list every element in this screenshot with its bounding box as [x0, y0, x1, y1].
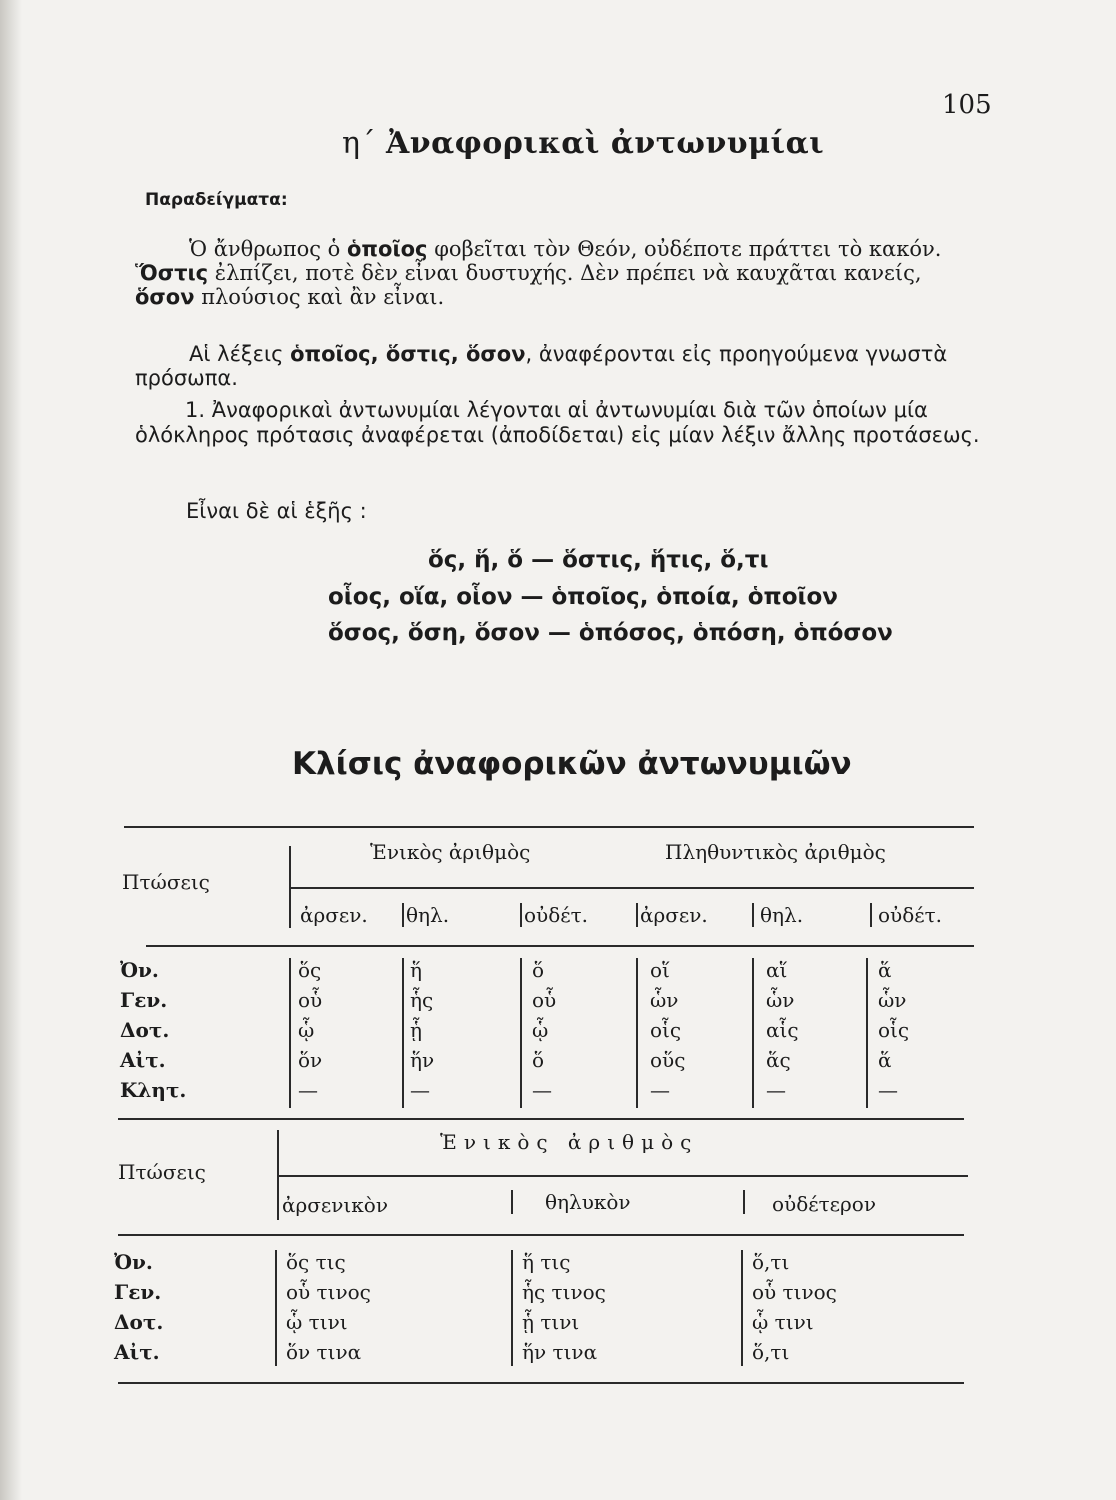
- table2-cell: ᾧ τινι: [752, 1310, 814, 1334]
- table2-case-label: Γεν.: [114, 1280, 162, 1304]
- table2-bottom-rule: [118, 1382, 964, 1384]
- table1-cell: ἥ: [410, 958, 422, 982]
- table1-vbar: [289, 846, 291, 928]
- forms-line-2: οἷος, οἵα, οἷον — ὁποῖος, ὁποία, ὁποῖον: [328, 584, 838, 610]
- table1-gender-header: οὐδέτ.: [878, 903, 943, 927]
- table1-cell: οἵ: [650, 958, 670, 982]
- table2-case-label: Ὀν.: [114, 1250, 153, 1274]
- table1-vbar: [520, 903, 522, 927]
- table2-cell: ὅν τινα: [286, 1340, 362, 1364]
- table1-cell: —: [298, 1078, 318, 1102]
- table1-vbar: [402, 958, 404, 1108]
- table2-cell: ἥν τινα: [522, 1340, 598, 1364]
- table2-cases-header: Πτώσεις: [118, 1160, 206, 1184]
- table2-vbar: [741, 1250, 743, 1366]
- page-edge-shadow: [0, 0, 22, 1500]
- table1-gender-header: ἀρσεν.: [300, 903, 368, 927]
- table1-cell: ὧν: [878, 988, 907, 1012]
- table1-cell: αἷς: [766, 1018, 799, 1042]
- table1-cell: —: [532, 1078, 552, 1102]
- table1-cell: οἷς: [650, 1018, 682, 1042]
- table1-cell: —: [878, 1078, 898, 1102]
- table2-cell: ἥ τις: [522, 1250, 571, 1274]
- section-number: η΄: [342, 126, 376, 161]
- table1-plural-header: Πληθυντικὸς ἀριθμὸς: [665, 840, 886, 864]
- table2-vbar: [743, 1190, 745, 1214]
- table2-gender-rule: [118, 1234, 964, 1236]
- table2-header-rule: [278, 1175, 968, 1177]
- table1-cell: ᾧ: [532, 1018, 549, 1042]
- table2-gender-header: θηλυκὸν: [545, 1190, 631, 1214]
- table1-vbar: [752, 958, 754, 1108]
- table2-case-label: Αἰτ.: [114, 1340, 160, 1364]
- table1-top-rule: [124, 826, 974, 828]
- table2-cell: ᾗ τινι: [522, 1310, 580, 1334]
- table2-gender-header: ἀρσενικὸν: [282, 1193, 388, 1217]
- rule-paragraph: [135, 398, 1005, 448]
- table1-cell: οἷς: [878, 1018, 910, 1042]
- table1-vbar: [402, 903, 404, 927]
- table1-vbar: [866, 958, 868, 1108]
- page-number: 105: [942, 90, 992, 120]
- table1-cell: οὗ: [532, 988, 557, 1012]
- table2-vbar: [511, 1190, 513, 1214]
- examples-label: Παραδείγματα:: [145, 190, 288, 210]
- table1-gender-header: ἀρσεν.: [640, 903, 708, 927]
- table2-cell: ὅ,τι: [752, 1250, 790, 1274]
- table2-vbar: [275, 1250, 277, 1366]
- rule-text: Ἀναφορικαὶ ἀντωνυμίαι λέγονται αἱ ἀντωνυμίαι διὰ τῶν ὁποίων μία ὁλόκληρος πρότασις ἀναφέρεται (ἀποδίδεται) εἰς μίαν λέξιν ἄλλης προτάσεως.: [135, 398, 980, 447]
- table1-vbar: [289, 958, 291, 1108]
- table1-singular-header: Ἑνικὸς ἀριθμὸς: [370, 840, 531, 864]
- table2-singular-header: Ἑνικὸς ἀριθμὸς: [440, 1130, 699, 1154]
- table2-cell: ὅς τις: [286, 1250, 346, 1274]
- table1-cell: —: [410, 1078, 430, 1102]
- table2-gender-header: οὐδέτερον: [772, 1192, 876, 1216]
- table2-cell: οὗ τινος: [286, 1280, 371, 1304]
- table1-cases-header: Πτώσεις: [122, 870, 210, 894]
- table1-cell: ἅς: [766, 1048, 791, 1072]
- table1-cell: ὅν: [298, 1048, 323, 1072]
- table1-header-rule: [290, 887, 974, 889]
- table1-case-label: Αἰτ.: [120, 1048, 166, 1072]
- rule-number: 1.: [185, 398, 206, 422]
- table1-cell: οὕς: [650, 1048, 686, 1072]
- forms-intro: Εἶναι δὲ αἱ ἑξῆς :: [186, 499, 367, 523]
- table1-cell: ὧν: [766, 988, 795, 1012]
- table2-cell: ᾧ τινι: [286, 1310, 348, 1334]
- table1-cell: ᾧ: [298, 1018, 315, 1042]
- section-title-text: Ἀναφορικαὶ ἀντωνυμίαι: [385, 126, 825, 161]
- table1-cell: ἅ: [878, 1048, 892, 1072]
- table1-cell: —: [766, 1078, 786, 1102]
- table1-vbar: [752, 903, 754, 927]
- examples-paragraph: Ὁ ἄνθρωπος ὁ ὁποῖος φοβεῖται τὸν Θεόν, οὐδέποτε πράττει τὸ κακόν. Ὅστις ἐλπίζει, ποτὲ δὲν εἶναι δυστυχής. Δὲν πρέπει νὰ καυχᾶται κανείς, ὅσον πλούσιος καὶ ἂν εἶναι.: [135, 237, 942, 309]
- table2-case-label: Δοτ.: [114, 1310, 164, 1334]
- declension-title: Κλίσις ἀναφορικῶν ἀντωνυμιῶν: [292, 746, 852, 782]
- table1-gender-header: θηλ.: [406, 903, 450, 927]
- table2-vbar: [511, 1250, 513, 1366]
- table2-cell: οὗ τινος: [752, 1280, 837, 1304]
- table1-gender-header: οὐδέτ.: [524, 903, 589, 927]
- table1-cell: ὅ: [532, 1048, 545, 1072]
- table1-gender-rule: [146, 945, 974, 947]
- table1-bottom-rule: [118, 1118, 964, 1120]
- forms-line-3: ὅσος, ὅση, ὅσον — ὁπόσος, ὁπόση, ὁπόσον: [328, 620, 893, 646]
- table1-cell: ἅ: [878, 958, 892, 982]
- table1-vbar: [520, 958, 522, 1108]
- table2-cell: ἧς τινος: [522, 1280, 606, 1304]
- table1-vbar: [636, 903, 638, 927]
- table1-cell: αἵ: [766, 958, 788, 982]
- table1-cell: ὅ: [532, 958, 545, 982]
- table1-gender-header: θηλ.: [760, 903, 804, 927]
- table1-cell: ὅς: [298, 958, 322, 982]
- table1-cell: ἧς: [410, 988, 434, 1012]
- section-title: [342, 126, 824, 161]
- table1-case-label: Γεν.: [120, 988, 168, 1012]
- table1-vbar: [636, 958, 638, 1108]
- table1-cell: —: [650, 1078, 670, 1102]
- table1-cell: οὗ: [298, 988, 323, 1012]
- table1-case-label: Κλητ.: [120, 1078, 187, 1102]
- explanation-paragraph: Αἱ λέξεις ὁποῖος, ὅστις, ὅσον, ἀναφέρονται εἰς προηγούμενα γνωστὰ πρόσωπα.: [135, 342, 948, 390]
- forms-line-1: ὅς, ἥ, ὅ — ὅστις, ἥτις, ὅ,τι: [428, 547, 769, 573]
- table1-case-label: Δοτ.: [120, 1018, 170, 1042]
- table1-cell: ἥν: [410, 1048, 435, 1072]
- table1-cell: ᾗ: [410, 1018, 422, 1042]
- table1-case-label: Ὀν.: [120, 958, 159, 982]
- table1-vbar: [870, 903, 872, 927]
- table2-cell: ὅ,τι: [752, 1340, 790, 1364]
- table1-cell: ὧν: [650, 988, 679, 1012]
